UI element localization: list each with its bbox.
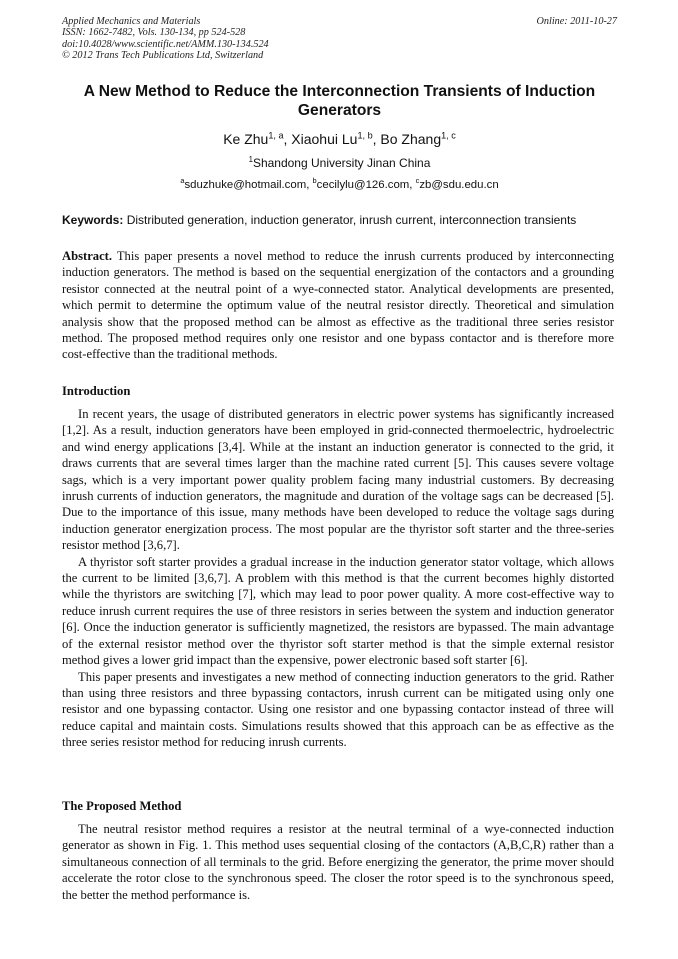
proposed-method-heading: The Proposed Method bbox=[62, 799, 182, 813]
email-link[interactable]: cecilylu@126.com bbox=[316, 179, 410, 191]
author-sup: 1, b bbox=[357, 130, 373, 141]
email-link[interactable]: sduzhuke@hotmail.com bbox=[184, 179, 307, 191]
title-line-2: Generators bbox=[297, 102, 382, 119]
journal-meta bbox=[62, 16, 617, 62]
paper-title bbox=[62, 82, 617, 120]
issn-line: ISSN: 1662-7482, Vols. 130-134, pp 524-528 bbox=[62, 27, 246, 39]
paragraph: A thyristor soft starter provides a gradual increase in the induction generator stator voltage, which allows the current to be limited [3,6,7]. A problem with this method is that the current becomes highly distorted while the thyristors are switching [7], which may lead to poor power quality. A more cost-effective way to reduce inrush current requires the use of three resistors in series between the system and induction generator [6]. Once the induction generator is sufficiently magnetized, the resistors are bypassed. The main advantage of the external resistor method over the thyristor soft starter method is that the simple external resistor method gives a lower grid impact than the expensive, power electronic based soft starter [6]. bbox=[62, 554, 614, 668]
introduction-heading: Introduction bbox=[62, 384, 131, 398]
author-name: Ke Zhu bbox=[223, 131, 269, 147]
keywords bbox=[62, 212, 622, 228]
email-sup: c bbox=[415, 176, 420, 186]
journal-header bbox=[62, 16, 617, 62]
online-date: Online: 2011-10-27 bbox=[536, 16, 617, 27]
email-link[interactable]: zb@sdu.edu.cn bbox=[419, 179, 499, 191]
author-sup: 1, a bbox=[268, 130, 284, 141]
abstract-text: This paper presents a novel method to reduce the inrush currents produced by interconnecting induction generators. The method is based on the sequential energization of the contactors and a grounding resistor connected at the neutral point of a wye-connected stator. Analytical developments are presented, which permit to determine the optimum value of the neutral resistor directly. Theoretical and simulation analysis show that the proposed method can be almost as effective as the traditional three series resistor method. The proposed method requires only one resistor and one bypass contactor and is therefore more cost-effective than the traditional methods. bbox=[62, 249, 615, 362]
introduction-body bbox=[62, 406, 614, 751]
paragraph: In recent years, the usage of distributed generators in electric power systems has significantly increased [1,2]. As a result, induction generators have been employed in grid-connected thermoelectric, hydroelectric and wind energy applications [3,4]. While at the instant an induction generator is connected to the grid, it draws currents that are several times larger than the machine rated current [5]. This causes severe voltage sags, which is a very important power quality problem facing many industrial customers. By decreasing inrush currents of induction generators, the magnitude and duration of the voltage sags can be decreased [5]. Due to the importance of this issue, many methods have been developed to reduce the voltage sags during induction generator energization process. The most popular are the thyristor soft starter and the three-series resistor method [3,6,7]. bbox=[62, 407, 614, 553]
abstract bbox=[62, 248, 614, 363]
email-sup: a bbox=[180, 176, 185, 186]
author-sup: 1, c bbox=[441, 130, 456, 141]
journal-name: Applied Mechanics and Materials bbox=[62, 16, 201, 27]
email-sep: , bbox=[409, 179, 416, 191]
affiliation bbox=[62, 155, 617, 171]
author-name: Xiaohui Lu bbox=[291, 131, 358, 147]
author-name: Bo Zhang bbox=[380, 131, 442, 147]
author-emails bbox=[62, 177, 617, 193]
copyright-line: © 2012 Trans Tech Publications Ltd, Switzerland bbox=[62, 50, 264, 62]
keywords-label: Keywords: bbox=[62, 213, 124, 227]
author-sep: , bbox=[283, 131, 292, 147]
author-sep: , bbox=[372, 131, 381, 147]
affiliation-sup: 1 bbox=[248, 155, 253, 164]
title-line-1: A New Method to Reduce the Interconnection Transients of Induction bbox=[83, 83, 596, 100]
email-sup: b bbox=[312, 176, 317, 186]
affiliation-text: Shandong University Jinan China bbox=[252, 156, 431, 170]
author-list bbox=[62, 130, 617, 148]
keywords-text: Distributed generation, induction generator, inrush current, interconnection transients bbox=[126, 213, 577, 227]
email-sep: , bbox=[306, 179, 313, 191]
abstract-label: Abstract. bbox=[62, 249, 113, 263]
doi-line: doi:10.4028/www.scientific.net/AMM.130-134.524 bbox=[62, 38, 269, 50]
proposed-method-body bbox=[62, 821, 614, 903]
paragraph: This paper presents and investigates a new method of connecting induction generators to the grid. Rather than using three resistors and three bypassing contactors, inrush current can be mitigated using only one resistor and one bypassing contactor. Using one resistor and one bypassing contactor instead of three will reduce capital and maintain costs. Simulations results showed that this approach can be as effective as the three series resistor method for reducing inrush currents. bbox=[62, 669, 614, 750]
paragraph: The neutral resistor method requires a resistor at the neutral terminal of a wye-connected induction generator as shown in Fig. 1. This method uses sequential closing of the contactors (A,B,C,R) rather than a simultaneous connection of all terminals to the grid. Before energizing the generator, the prime mover should accelerate the rotor close to the synchronous speed. The closer the rotor speed is to the synchronous speed, the better the method performance is. bbox=[62, 822, 614, 902]
